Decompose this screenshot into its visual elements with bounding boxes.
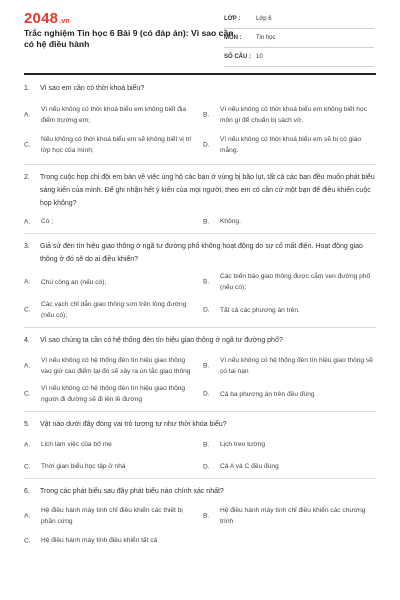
option-letter: A. bbox=[24, 278, 31, 286]
meta-row-class bbox=[224, 10, 374, 29]
option-text: Có ; bbox=[41, 218, 54, 225]
question-number: 2. bbox=[24, 174, 30, 181]
question-text bbox=[24, 171, 376, 210]
option-a[interactable] bbox=[24, 216, 197, 227]
meta-row-subject bbox=[224, 29, 374, 48]
question-number: 6. bbox=[24, 488, 30, 495]
option-d[interactable] bbox=[203, 383, 376, 405]
page-title: Trắc nghiệm Tin học 6 Bài 9 (có đáp án): Vì sao cần có hệ điều hành bbox=[24, 28, 234, 49]
option-c[interactable] bbox=[24, 461, 197, 472]
question-divider bbox=[24, 327, 376, 328]
option-text: Cả A và C đều đúng bbox=[220, 463, 279, 470]
option-text: Vì nếu không có thời khoá biểu em không biết địa điểm trường em; bbox=[41, 106, 187, 124]
option-a[interactable] bbox=[24, 505, 197, 527]
option-letter: B. bbox=[203, 111, 210, 119]
question-label: Trong cuộc họp chi đội em bàn về việc ủng hộ các bạn ở vùng bị bão lụt, tất cả các bạn đều muốn phát biểu sáng kiến của mình. Để ghi nhận hết ý kiến của mọi người, theo em có cần cử một bạn để điều khiển cuộc họp không? bbox=[40, 174, 375, 207]
question-label: Trong các phát biểu sau đây phát biểu nào chính xác nhất? bbox=[40, 488, 224, 495]
question-number: 1. bbox=[24, 85, 30, 92]
question-text bbox=[24, 82, 376, 95]
option-text: Các vạch chỉ dẫn giao thông sơn trên lòng đường (nếu có); bbox=[41, 301, 187, 319]
option-a[interactable] bbox=[24, 355, 197, 377]
option-b[interactable] bbox=[203, 104, 376, 126]
option-letter: C. bbox=[24, 390, 31, 398]
question-divider bbox=[24, 411, 376, 412]
option-b[interactable] bbox=[203, 439, 376, 450]
question-text bbox=[24, 418, 376, 431]
option-text: Vì nếu không có thời khoá biểu em sẽ bị có giáo mắng. bbox=[220, 136, 362, 154]
question-item bbox=[24, 240, 376, 321]
option-letter: D. bbox=[203, 463, 210, 470]
option-c[interactable] bbox=[24, 299, 197, 321]
option-text: Vì nếu không có hệ thống đèn tín hiệu giao thông sẽ có tai nạn bbox=[220, 357, 373, 375]
option-text: Vì nếu không có thời khoá biểu em không biết học môn gì để chuẩn bị sách vở; bbox=[220, 106, 367, 124]
meta-row-count bbox=[224, 48, 374, 67]
option-b[interactable] bbox=[203, 505, 376, 527]
option-b[interactable] bbox=[203, 216, 376, 227]
option-text: Cả ba phương án trên đều đúng bbox=[220, 390, 315, 398]
option-text: Thời gian biểu học tập ở nhà bbox=[41, 463, 126, 470]
option-text: Lịch làm việc của bố mẹ bbox=[41, 441, 112, 448]
option-text: Tất cả các phương án trên. bbox=[220, 306, 300, 314]
question-item bbox=[24, 334, 376, 405]
option-text: Hệ điều hành máy tính chỉ điều khiển các thiết bị phần cứng bbox=[41, 507, 183, 525]
question-divider bbox=[24, 478, 376, 479]
option-letter: C. bbox=[24, 306, 31, 314]
meta-value: Tin học bbox=[256, 35, 276, 41]
option-c[interactable] bbox=[24, 383, 197, 405]
question-text bbox=[24, 240, 376, 266]
meta-info bbox=[224, 10, 374, 67]
option-c[interactable] bbox=[24, 535, 197, 546]
question-divider bbox=[24, 164, 376, 165]
option-letter: C. bbox=[24, 463, 31, 470]
question-divider bbox=[24, 233, 376, 234]
question-number: 4. bbox=[24, 337, 30, 344]
logo-text: 2048 bbox=[24, 10, 59, 27]
question-item bbox=[24, 418, 376, 472]
option-b[interactable] bbox=[203, 355, 376, 377]
option-text: Vì nếu không có hệ thống đèn tín hiệu giao thông người đi đường sẽ đi lên lề đường bbox=[41, 385, 186, 403]
option-letter: C. bbox=[24, 537, 31, 544]
page-header bbox=[0, 0, 400, 72]
meta-value: 10 bbox=[256, 54, 263, 60]
meta-label: SỐ CÂU : bbox=[224, 54, 251, 60]
option-letter: B. bbox=[203, 278, 210, 286]
question-label: Vì sao em cần có thời khoá biểu? bbox=[40, 85, 145, 92]
logo-suffix: .vn bbox=[59, 18, 70, 25]
option-letter: A. bbox=[24, 218, 31, 225]
option-text: Nếu không có thời khoá biểu em sẽ không biết vị trí lớp học của mình; bbox=[41, 136, 192, 154]
option-letter: B. bbox=[203, 441, 210, 448]
option-letter: D. bbox=[203, 141, 210, 149]
option-d[interactable] bbox=[203, 134, 376, 156]
option-d[interactable] bbox=[203, 461, 376, 472]
option-b[interactable] bbox=[203, 271, 376, 293]
option-a[interactable] bbox=[24, 104, 197, 126]
option-text: Chú công an (nếu có); bbox=[41, 278, 107, 286]
question-item bbox=[24, 485, 376, 546]
meta-label: LỚP : bbox=[224, 16, 241, 22]
question-number: 5. bbox=[24, 421, 30, 428]
option-letter: B. bbox=[203, 512, 210, 520]
question-item bbox=[24, 171, 376, 227]
meta-label: MÔN : bbox=[224, 35, 242, 41]
option-letter: A. bbox=[24, 362, 31, 370]
option-text: Lịch treo tường bbox=[220, 441, 266, 448]
option-text: Hệ điều hành máy tính điều khiển tất cả bbox=[41, 537, 158, 544]
question-item bbox=[24, 82, 376, 156]
option-c[interactable] bbox=[24, 134, 197, 156]
option-letter: D. bbox=[203, 306, 210, 314]
header-divider bbox=[24, 73, 376, 75]
option-text: Các biển báo giao thông được cắm ven đường phố (nếu có); bbox=[220, 273, 371, 291]
option-a[interactable] bbox=[24, 271, 197, 293]
option-d[interactable] bbox=[203, 299, 376, 321]
question-label: Vật nào dưới đây đóng vai trò tương tự như thời khóa biểu? bbox=[40, 421, 227, 428]
option-letter: A. bbox=[24, 512, 31, 520]
question-number: 3. bbox=[24, 243, 30, 250]
option-text: Vì nếu không có hệ thống đèn tín hiệu giao thông vào giờ cao điểm tại đó sẽ xảy ra ùn tắc giao thông bbox=[41, 357, 191, 375]
question-text bbox=[24, 334, 376, 347]
option-a[interactable] bbox=[24, 439, 197, 450]
option-text: Hệ điều hành máy tính chỉ điều khiển các chương trình bbox=[220, 507, 366, 525]
option-letter: C. bbox=[24, 141, 31, 149]
option-text: Không. bbox=[220, 218, 241, 225]
option-letter: A. bbox=[24, 441, 31, 448]
meta-value: Lớp 6 bbox=[256, 16, 272, 22]
site-logo[interactable] bbox=[24, 10, 70, 27]
question-list bbox=[0, 78, 400, 546]
option-letter: B. bbox=[203, 218, 210, 225]
question-label: Vì sao chúng ta cần có hệ thống đèn tín hiệu giao thông ở ngã tư đường phố? bbox=[40, 337, 283, 344]
question-label: Giả sử đèn tín hiệu giao thông ở ngã tư đường phố không hoạt động do sự cố mất điện. Hoạt động giao thông ở đó sẽ do ai điều khiển? bbox=[40, 243, 363, 263]
option-letter: A. bbox=[24, 111, 31, 119]
option-letter: D. bbox=[203, 390, 210, 398]
question-text bbox=[24, 485, 376, 498]
option-letter: B. bbox=[203, 362, 210, 370]
